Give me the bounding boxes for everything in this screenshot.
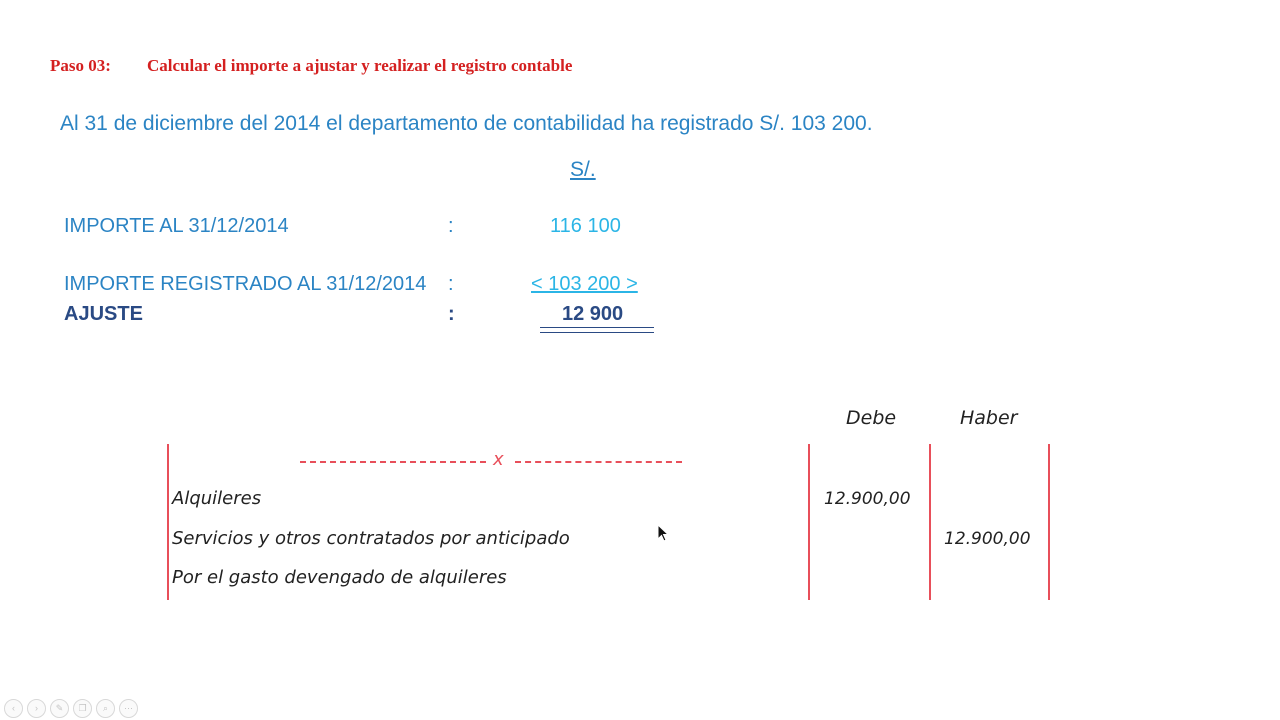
journal-right-rule (1048, 444, 1050, 600)
debe-amount: 12.900,00 (824, 489, 911, 509)
journal-haber-rule (929, 444, 931, 600)
prev-icon[interactable]: ‹ (4, 699, 23, 718)
journal-entry-glosa: Por el gasto devengado de alquileres (172, 567, 507, 588)
calc-row-colon: : (448, 273, 454, 295)
journal-left-rule (167, 444, 169, 600)
entry-separator-right-dash (515, 461, 682, 463)
step-title: Calcular el importe a ajustar y realizar el registro contable (147, 56, 573, 75)
column-header-debe: Debe (846, 407, 897, 429)
calc-row-label-importe: IMPORTE AL 31/12/2014 (64, 215, 289, 237)
calc-row-label-registrado: IMPORTE REGISTRADO AL 31/12/2014 (64, 273, 427, 295)
column-header-haber: Haber (960, 407, 1018, 429)
entry-separator-left-dash (300, 461, 486, 463)
journal-entry-servicios: Servicios y otros contratados por anticipado (172, 528, 570, 549)
zoom-icon[interactable]: ⌕ (96, 699, 115, 718)
next-icon[interactable]: › (27, 699, 46, 718)
calc-row-value-importe: 116 100 (550, 215, 621, 237)
haber-amount: 12.900,00 (944, 529, 1031, 549)
calc-row-value-registrado: < 103 200 > (531, 273, 638, 295)
intro-text: Al 31 de diciembre del 2014 el departamento de contabilidad ha registrado S/. 103 200. (60, 112, 873, 135)
slide-toolbar (4, 699, 138, 718)
total-double-underline (540, 327, 654, 333)
copy-icon[interactable]: ❐ (73, 699, 92, 718)
calc-row-colon: : (448, 215, 454, 237)
calc-row-colon: : (448, 303, 455, 325)
journal-debe-rule (808, 444, 810, 600)
calc-row-label-ajuste: AJUSTE (64, 303, 143, 325)
entry-separator-x: x (493, 449, 504, 470)
calc-row-value-ajuste: 12 900 (562, 303, 624, 325)
more-icon[interactable]: ⋯ (119, 699, 138, 718)
pen-icon[interactable]: ✎ (50, 699, 69, 718)
journal-entry-alquileres: Alquileres (172, 488, 262, 509)
currency-header: S/. (570, 158, 596, 181)
mouse-cursor-icon (657, 524, 669, 543)
step-label: Paso 03: (50, 56, 111, 75)
